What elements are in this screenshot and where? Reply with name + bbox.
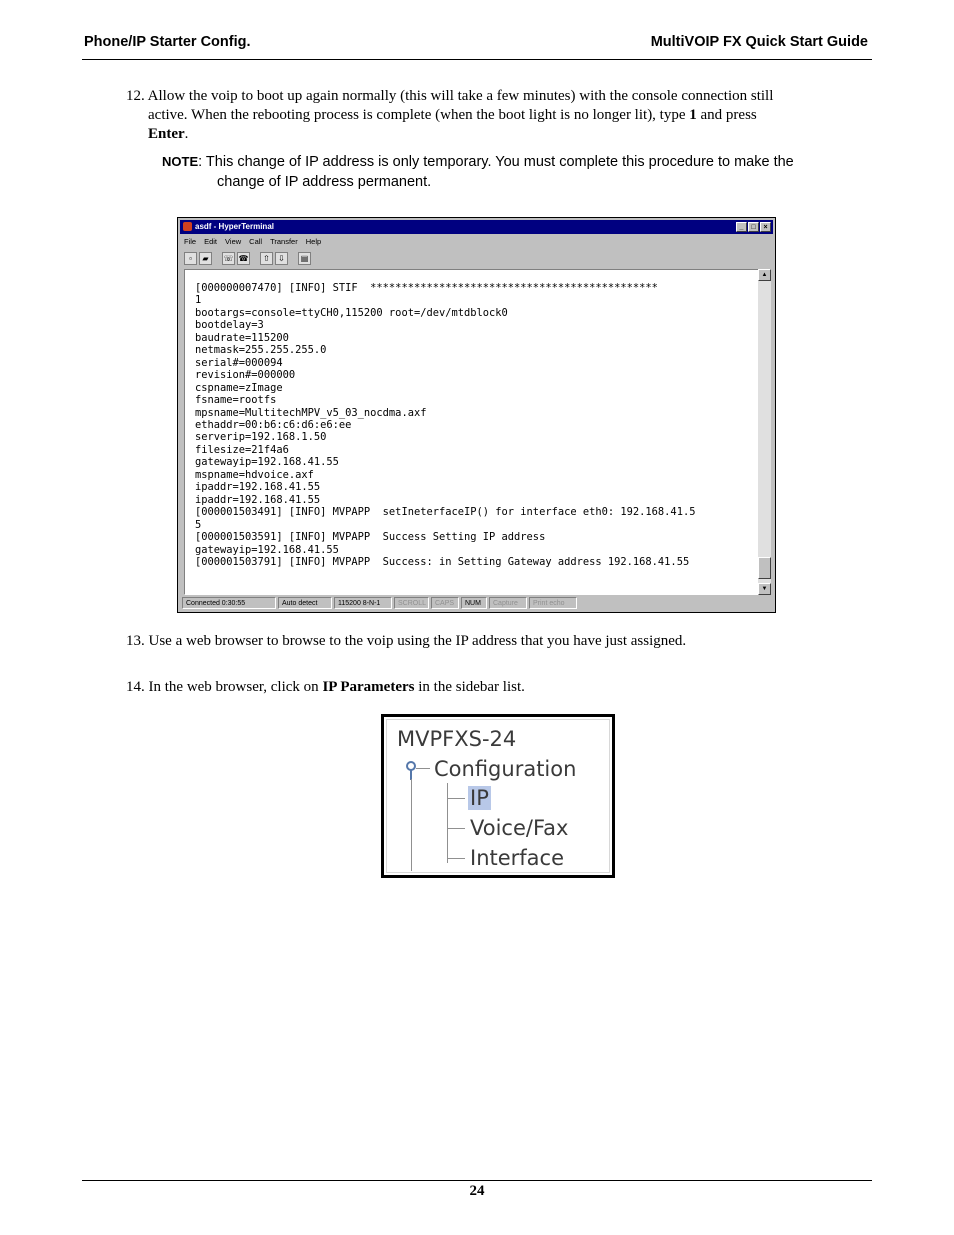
scroll-down-arrow-icon[interactable]: ▼ [758, 583, 771, 595]
status-port: 115200 8-N-1 [334, 597, 392, 609]
header-guide-title: MultiVOIP FX Quick Start Guide [650, 34, 868, 50]
terminal-line: cspname=zImage [195, 381, 283, 394]
terminal-line: [000001503491] [INFO] MVPAPP setIneterfaceIP() for interface eth0: 192.168.41.5 [195, 506, 696, 519]
terminal-line: gatewayip=192.168.41.55 [195, 543, 339, 556]
vertical-scrollbar[interactable] [758, 269, 771, 595]
header-rule [82, 59, 872, 60]
tree-item-ip[interactable] [468, 786, 491, 810]
maximize-button[interactable]: □ [748, 222, 759, 232]
new-file-icon[interactable]: ▫ [184, 252, 197, 265]
menu-call[interactable]: Call [249, 237, 263, 246]
menu-view[interactable]: View [225, 237, 242, 246]
terminal-line: bootdelay=3 [195, 319, 264, 332]
step-12-period: . [184, 126, 189, 142]
step-12-key-enter: Enter [148, 126, 185, 142]
scroll-up-arrow-icon[interactable]: ▲ [758, 269, 771, 281]
scroll-thumb[interactable] [758, 557, 771, 579]
window-controls [736, 222, 771, 232]
menu-edit[interactable]: Edit [204, 237, 218, 246]
status-capture: Capture [489, 597, 527, 609]
step-12-line1: 12. Allow the voip to boot up again normally (this will take a few minutes) with the console connection still [126, 88, 774, 104]
step-12-key-1: 1 [689, 107, 697, 123]
dial-icon[interactable]: ☏ [223, 253, 234, 263]
step-12-line2 [126, 106, 886, 125]
note-block [162, 152, 862, 192]
step-12-text: active. When the rebooting process is complete (when the boot light is no longer lit), type [148, 107, 690, 123]
terminal-line: ethaddr=00:b6:c6:d6:e6:ee [195, 418, 352, 431]
disconnect-icon[interactable]: ☎ [238, 253, 249, 263]
footer-rule [82, 1180, 872, 1181]
step-12-text-2: and press [696, 107, 757, 123]
step-13: 13. Use a web browser to browse to the voip using the IP address that you have just assigned. [126, 633, 687, 649]
tree-connector [416, 768, 430, 769]
window-title: asdf - HyperTerminal [195, 222, 274, 231]
terminal-line: 1 [195, 294, 202, 307]
header-section-title: Phone/IP Starter Config. [84, 34, 251, 50]
tree-connector-ip [447, 798, 465, 799]
status-connected: Connected 0:30:55 [182, 597, 276, 609]
status-bar [182, 597, 577, 609]
terminal-line: mpsname=MultitechMPV_v5_03_nocdma.axf [195, 406, 427, 419]
tree-vertical-line-2 [447, 783, 448, 863]
tree-item-interface[interactable]: Interface [470, 846, 565, 870]
send-icon[interactable]: ⇧ [260, 252, 273, 265]
terminal-line: serial#=000094 [195, 356, 283, 369]
terminal-line: gatewayip=192.168.41.55 [195, 456, 339, 469]
tree-item-voice-fax[interactable]: Voice/Fax [470, 816, 569, 840]
tree-connector-voicefax [447, 828, 465, 829]
hyperterminal-app-icon [183, 222, 192, 231]
terminal-line: ipaddr=192.168.41.55 [195, 481, 321, 494]
step-12 [126, 87, 886, 144]
step-12-line3 [126, 125, 886, 144]
menu-bar [184, 236, 321, 248]
status-print-echo: Print echo [529, 597, 577, 609]
terminal-line: baudrate=115200 [195, 331, 289, 344]
terminal-line: [000000007470] [INFO] STIF ********************************************** [195, 282, 658, 294]
note-line2: change of IP address permanent. [217, 173, 432, 190]
menu-file[interactable]: File [184, 237, 197, 246]
terminal-line: bootargs=console=ttyCH0,115200 root=/dev/mtdblock0 [195, 306, 508, 319]
status-caps: CAPS [431, 597, 459, 609]
sidebar-tree-screenshot [381, 714, 615, 878]
page-number: 24 [469, 1183, 485, 1199]
terminal-line: mspname=hdvoice.axf [195, 468, 314, 481]
tree-connector-interface [447, 858, 465, 859]
step-14-text-2: in the sidebar list. [414, 679, 525, 695]
status-scroll: SCROLL [394, 597, 429, 609]
terminal-line: filesize=21f4a6 [195, 443, 289, 456]
terminal-line: fsname=rootfs [195, 394, 277, 407]
terminal-line: netmask=255.255.255.0 [195, 344, 327, 357]
step-14 [126, 678, 525, 697]
terminal-line: 5 [195, 518, 202, 531]
toolbar [184, 250, 311, 266]
tree-item-ip-label: IP [470, 786, 489, 810]
terminal-line: serverip=192.168.1.50 [195, 431, 327, 444]
close-button[interactable]: × [760, 222, 771, 232]
open-folder-icon[interactable]: ▰ [199, 252, 212, 265]
properties-icon[interactable]: ▤ [298, 252, 311, 265]
note-line1: : This change of IP address is only temporary. You must complete this procedure to make the [198, 154, 794, 170]
terminal-line: ipaddr=192.168.41.55 [195, 493, 321, 506]
step-14-text: 14. In the web browser, click on [126, 679, 323, 695]
terminal-line: revision#=000000 [195, 369, 296, 382]
receive-icon[interactable]: ⇩ [275, 252, 288, 265]
status-detect: Auto detect [278, 597, 332, 609]
tree-item-configuration[interactable]: Configuration [434, 757, 577, 781]
window-titlebar [180, 220, 773, 234]
tree-root[interactable]: MVPFXS-24 [397, 727, 517, 751]
menu-transfer[interactable]: Transfer [270, 237, 298, 246]
terminal-line: [000001503791] [INFO] MVPAPP Success: in Setting Gateway address 192.168.41.55 [195, 555, 690, 568]
menu-help[interactable]: Help [305, 237, 322, 246]
status-num: NUM [461, 597, 487, 609]
terminal-line: [000001503591] [INFO] MVPAPP Success Setting IP address [195, 531, 546, 544]
minimize-button[interactable]: _ [736, 222, 747, 232]
note-label: NOTE [162, 154, 199, 169]
terminal-output [195, 282, 695, 568]
step-14-ip-parameters: IP Parameters [322, 679, 415, 695]
tree-vertical-line [411, 779, 412, 871]
